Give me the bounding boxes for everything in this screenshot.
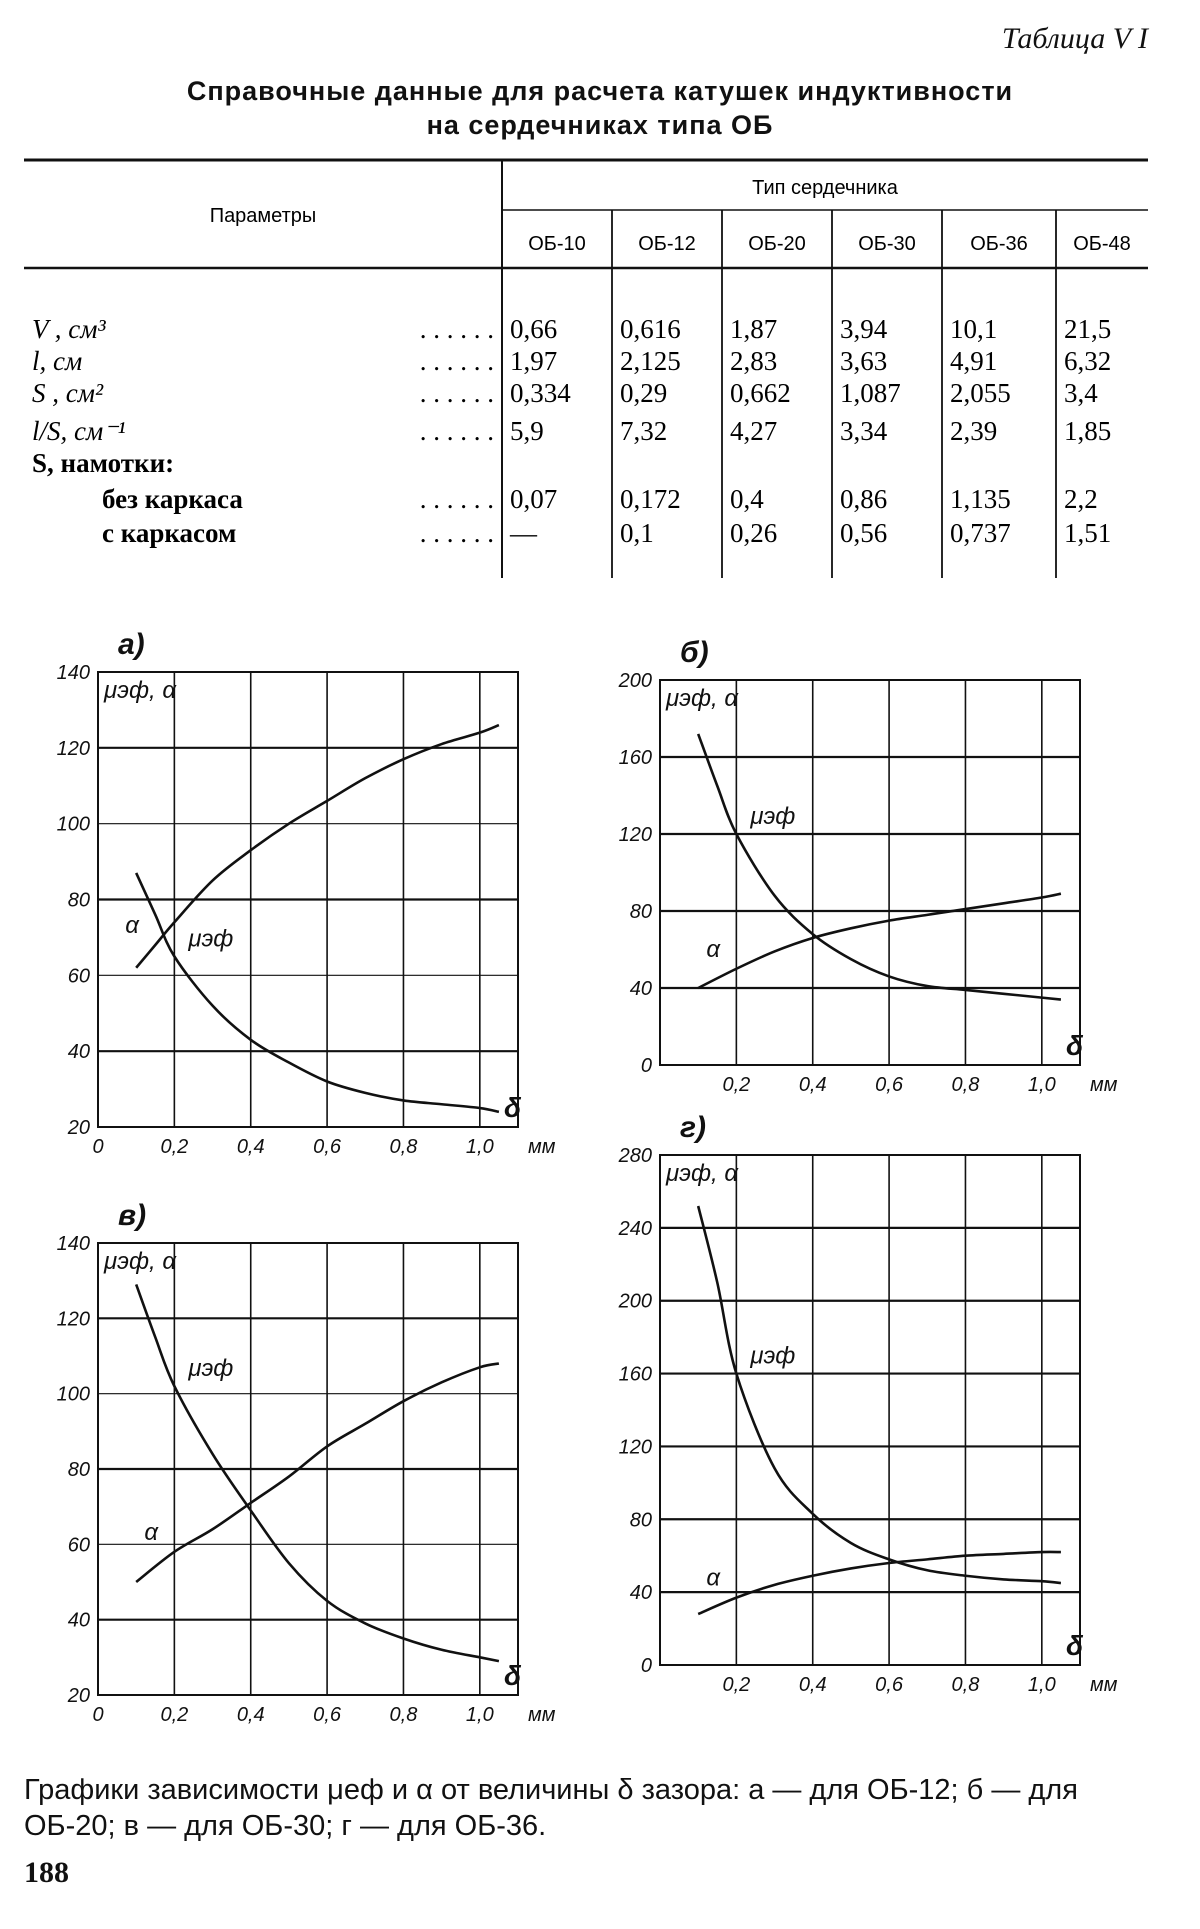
series-label: μэф [750, 803, 796, 830]
y-axis-label: μэф, α [104, 1248, 177, 1275]
y-tick-label: 60 [67, 1534, 90, 1557]
series-label: α [706, 935, 721, 963]
series-label: α [125, 912, 139, 939]
param-header: Параметры [209, 205, 317, 227]
table-row-label: l/S, см⁻¹ [32, 416, 126, 446]
chart-panel-b [600, 610, 1160, 1100]
table-cell: 1,97 [510, 346, 558, 376]
table-row-label: с каркасом [102, 518, 237, 548]
table-cell: 3,63 [840, 346, 888, 376]
x-tick-label: 0,4 [236, 1136, 265, 1158]
series-line-mu-eff [136, 1284, 499, 1661]
x-tick-label: 0,6 [313, 1704, 341, 1726]
x-tick-label: 0,4 [798, 1674, 827, 1696]
table-cell: 2,125 [620, 346, 681, 376]
y-tick-label: 0 [640, 1055, 652, 1077]
table-cell: 4,91 [950, 346, 998, 376]
y-tick-label: 100 [56, 1383, 90, 1406]
y-tick-label: 200 [618, 670, 652, 692]
x-tick-label: 0 [92, 1704, 104, 1726]
table-cell: 0,616 [620, 314, 681, 344]
y-tick-label: 100 [56, 813, 90, 836]
y-tick-label: 20 [67, 1685, 90, 1707]
page-number: 188 [24, 1856, 69, 1889]
table-cell: 3,4 [1064, 378, 1098, 408]
table-cell: 7,32 [620, 416, 668, 446]
x-tick-label: 0,2 [160, 1704, 189, 1726]
leader-dots: . . . . . . [419, 416, 494, 446]
x-tick-label: 0,2 [160, 1136, 189, 1158]
x-tick-label: 0,8 [389, 1136, 418, 1158]
y-tick-label: 20 [67, 1117, 90, 1139]
x-unit-label: мм [1090, 1074, 1118, 1096]
x-axis-label: δ [1066, 1630, 1084, 1661]
table-label: Таблица V I [1001, 22, 1148, 55]
y-tick-label: 80 [629, 1509, 652, 1532]
y-tick-label: 160 [618, 747, 652, 769]
table-cell: 0,662 [730, 378, 791, 408]
y-axis-label: μэф, α [666, 1160, 739, 1187]
y-tick-label: 60 [67, 965, 90, 988]
table-cell: 5,9 [510, 416, 544, 446]
table-row-label: S, намотки: [32, 448, 175, 478]
table-cell: 0,07 [510, 484, 558, 514]
table-cell: 2,2 [1064, 484, 1098, 514]
y-tick-label: 200 [618, 1290, 652, 1313]
page-title [0, 74, 1200, 142]
table-cell: 0,66 [510, 314, 558, 344]
group-header: Тип сердечника [752, 177, 898, 199]
x-axis-label: δ [504, 1660, 522, 1691]
leader-dots: . . . . . . [419, 346, 494, 376]
x-unit-label: мм [528, 1136, 556, 1158]
x-tick-label: 0,6 [875, 1074, 903, 1096]
x-axis-label: δ [1066, 1030, 1084, 1061]
table-cell: 0,29 [620, 378, 668, 408]
column-header: ОБ-48 [1073, 233, 1131, 255]
table-cell: 0,1 [620, 518, 654, 548]
table-row-label: без каркаса [102, 484, 243, 514]
title-line-1: Справочные данные для расчета катушек индуктивности [186, 76, 1014, 106]
y-tick-label: 40 [67, 1041, 90, 1064]
y-tick-label: 80 [629, 901, 652, 923]
y-axis-label: μэф, α [104, 677, 177, 704]
table-cell: 2,055 [950, 378, 1011, 408]
table-cell: 10,1 [950, 314, 998, 344]
x-unit-label: мм [528, 1704, 556, 1726]
table-cell: 1,85 [1064, 416, 1112, 446]
y-tick-label: 120 [56, 737, 90, 760]
x-tick-label: 1,0 [465, 1136, 494, 1158]
leader-dots: . . . . . . [419, 378, 494, 408]
column-header: ОБ-12 [638, 233, 696, 255]
y-tick-label: 160 [618, 1363, 652, 1386]
leader-dots: . . . . . . [419, 484, 494, 514]
table-row-label: S , см² [32, 378, 104, 408]
x-tick-label: 0,2 [722, 1074, 751, 1096]
series-label: μэф [188, 1355, 234, 1383]
table-cell: 0,86 [840, 484, 888, 514]
plot-frame [660, 1155, 1080, 1665]
x-axis-label: δ [504, 1092, 522, 1123]
y-tick-label: 280 [618, 1145, 652, 1167]
series-line-alpha [698, 1552, 1061, 1614]
table-row-label: V , см³ [32, 314, 106, 344]
leader-dots: . . . . . . [419, 314, 494, 344]
y-tick-label: 120 [618, 824, 652, 846]
series-label: α [706, 1564, 721, 1592]
table-cell: 21,5 [1064, 314, 1112, 344]
y-tick-label: 40 [629, 978, 652, 1000]
panel-label: в) [118, 1199, 147, 1232]
table-cell: 0,26 [730, 518, 778, 548]
chart-panel-g [600, 1095, 1160, 1715]
x-tick-label: 0,8 [951, 1074, 980, 1096]
y-tick-label: 140 [56, 662, 90, 684]
table-cell: 1,87 [730, 314, 778, 344]
column-header: ОБ-20 [748, 233, 806, 255]
table-cell: 4,27 [730, 416, 778, 446]
y-tick-label: 40 [67, 1609, 90, 1632]
table-cell: 3,94 [840, 314, 888, 344]
table-row-label: l, см [32, 346, 83, 376]
series-label: α [144, 1518, 159, 1546]
panel-label: а) [118, 628, 145, 661]
table-cell: 0,4 [730, 484, 764, 514]
table-cell: 2,83 [730, 346, 778, 376]
x-tick-label: 1,0 [465, 1704, 494, 1726]
plot-frame [660, 680, 1080, 1065]
figure-caption: Графики зависимости μеф и α от величины δ зазора: а — для ОБ-12; б — для ОБ-20; в — для ОБ-30; г — для ОБ-36. [24, 1774, 1078, 1842]
series-line-mu-eff [136, 873, 499, 1112]
table-cell: — [510, 518, 537, 548]
table-cell: 2,39 [950, 416, 998, 446]
x-tick-label: 0,6 [875, 1674, 903, 1696]
series-label: μэф [188, 925, 234, 953]
chart-panel-v [40, 1195, 556, 1735]
x-tick-label: 0,8 [389, 1704, 418, 1726]
table-cell: 1,51 [1064, 518, 1112, 548]
y-tick-label: 80 [67, 1459, 90, 1481]
series-line-alpha [136, 1364, 499, 1582]
y-tick-label: 240 [618, 1217, 652, 1240]
column-header: ОБ-10 [528, 233, 586, 255]
reference-table [24, 158, 1148, 588]
table-cell: 0,172 [620, 484, 681, 514]
y-tick-label: 140 [56, 1233, 90, 1255]
y-tick-label: 120 [618, 1436, 652, 1459]
chart-panel-a [40, 610, 556, 1170]
x-tick-label: 1,0 [1027, 1674, 1056, 1696]
leader-dots: . . . . . . [419, 518, 494, 548]
x-tick-label: 1,0 [1027, 1074, 1056, 1096]
x-tick-label: 0,6 [313, 1136, 341, 1158]
y-tick-label: 0 [640, 1655, 652, 1677]
title-line-2: на сердечниках типа ОБ [426, 110, 774, 140]
x-tick-label: 0,2 [722, 1674, 751, 1696]
series-label: μэф [750, 1342, 796, 1370]
table-cell: 3,34 [840, 416, 888, 446]
panel-label: б) [680, 636, 709, 669]
x-tick-label: 0,4 [236, 1704, 265, 1726]
x-tick-label: 0,4 [798, 1074, 827, 1096]
column-header: ОБ-36 [970, 233, 1028, 255]
series-line-mu-eff [698, 1206, 1061, 1583]
table-cell: 1,087 [840, 378, 901, 408]
x-tick-label: 0,8 [951, 1674, 980, 1696]
table-cell: 0,56 [840, 518, 888, 548]
panel-label: г) [680, 1111, 707, 1144]
x-tick-label: 0 [92, 1136, 104, 1158]
table-cell: 0,737 [950, 518, 1011, 548]
y-tick-label: 40 [629, 1582, 652, 1605]
table-cell: 0,334 [510, 378, 571, 408]
y-axis-label: μэф, α [666, 685, 739, 712]
y-tick-label: 80 [67, 889, 90, 912]
column-header: ОБ-30 [858, 233, 916, 255]
table-cell: 6,32 [1064, 346, 1112, 376]
table-cell: 1,135 [950, 484, 1011, 514]
x-unit-label: мм [1090, 1674, 1118, 1696]
y-tick-label: 120 [56, 1308, 90, 1331]
